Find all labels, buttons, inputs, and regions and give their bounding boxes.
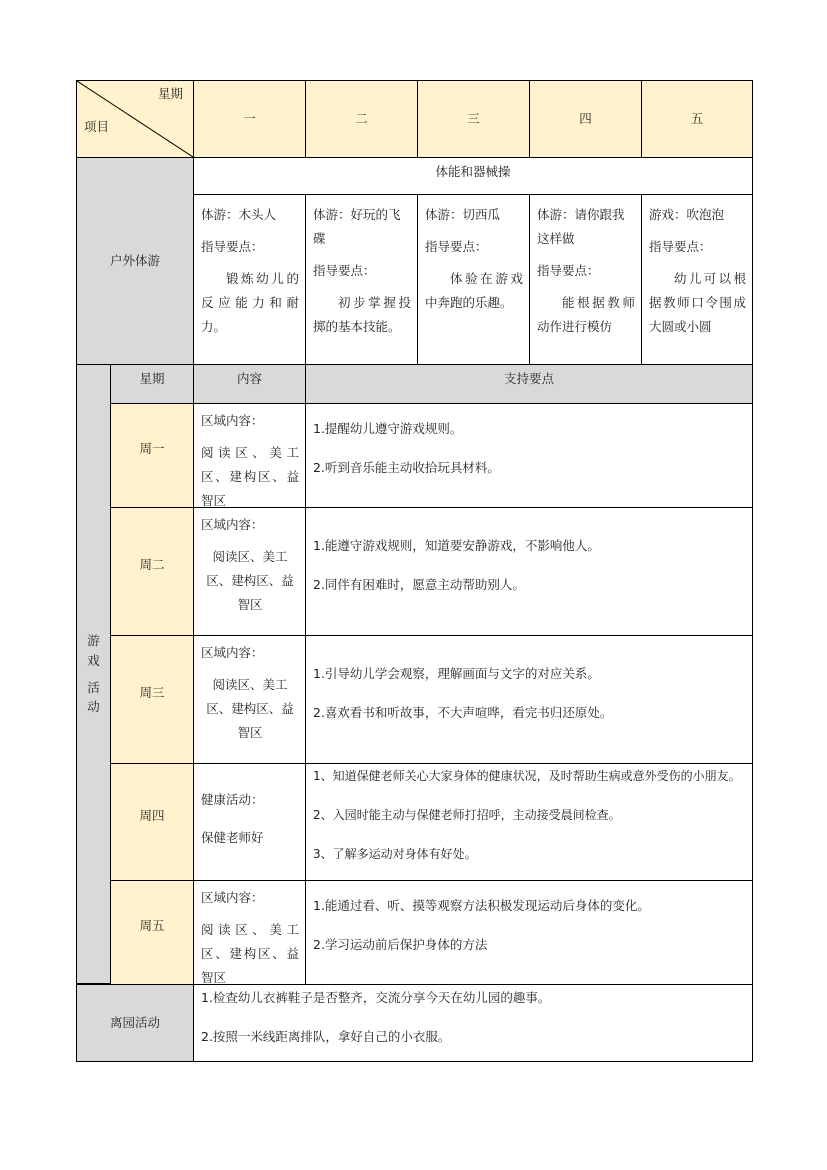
support-cell-mon (305, 403, 753, 508)
games-activity-label (76, 364, 111, 984)
day-header-1: 一 (193, 80, 306, 158)
guide-label: 指导要点： (425, 239, 488, 254)
support-cell-wed (305, 635, 753, 764)
day-header-3: 三 (417, 80, 530, 158)
label-char: 戏 (87, 652, 100, 668)
leave-content (193, 984, 753, 1062)
corner-header-cell (76, 80, 194, 158)
day-cell-tue: 周二 (110, 507, 194, 636)
guide-text: 幼儿可以根据教师口令围成大圆或小圆 (649, 271, 746, 334)
support-point: 1.引导幼儿学会观察，理解画面与文字的对应关系。 (313, 666, 600, 681)
support-point: 3、了解多运动对身体有好处。 (313, 847, 477, 861)
outdoor-theme: 体能和器械操 (193, 157, 753, 195)
day-cell-wed: 周三 (110, 635, 194, 764)
content-text: 阅读区、美工区、建构区、益智区 (201, 922, 299, 985)
content-text: 保健老师好 (201, 830, 264, 845)
content-cell-tue (193, 507, 306, 636)
day-cell-thu: 周四 (110, 763, 194, 881)
col-header-support: 支持要点 (305, 364, 753, 404)
support-point: 1、知道保健老师关心大家身体的健康状况，及时帮助生病或意外受伤的小朋友。 (313, 769, 741, 783)
content-cell-thu (193, 763, 306, 881)
outdoor-game-2 (305, 194, 418, 365)
day-header-4: 四 (529, 80, 642, 158)
outdoor-game-1 (193, 194, 306, 365)
support-point: 2.同伴有困难时，愿意主动帮助别人。 (313, 576, 525, 592)
content-label: 区域内容： (201, 413, 264, 428)
leave-point: 2.按照一米线距离排队，拿好自己的小衣服。 (201, 1028, 451, 1044)
guide-label: 指导要点： (537, 263, 600, 278)
col-header-content: 内容 (193, 364, 306, 404)
content-label: 区域内容： (201, 517, 264, 532)
support-cell-fri (305, 880, 753, 985)
support-point: 1.能通过看、听、摸等观察方法积极发现运动后身体的变化。 (313, 898, 650, 913)
corner-item-label: 项目 (84, 119, 110, 135)
support-cell-tue (305, 507, 753, 636)
col-header-week: 星期 (110, 364, 194, 404)
guide-text: 锻炼幼儿的反应能力和耐力。 (201, 271, 299, 334)
content-label: 区域内容： (201, 645, 264, 660)
outdoor-game-4 (529, 194, 642, 365)
content-text: 阅读区、美工区、建构区、益智区 (201, 445, 299, 508)
content-cell-mon (193, 403, 306, 508)
day-header-2: 二 (305, 80, 418, 158)
support-point: 2、入园时能主动与保健老师打招呼，主动接受晨间检查。 (313, 808, 621, 822)
content-label: 区域内容： (201, 890, 264, 905)
guide-label: 指导要点： (313, 263, 376, 278)
outdoor-game-3 (417, 194, 530, 365)
guide-text: 能根据教师动作进行模仿 (537, 295, 635, 334)
content-cell-wed (193, 635, 306, 764)
day-cell-mon: 周一 (110, 403, 194, 508)
day-cell-fri: 周五 (110, 880, 194, 985)
guide-text: 初步掌握投掷的基本技能。 (313, 295, 411, 334)
day-header-5: 五 (641, 80, 753, 158)
game-title: 体游：请你跟我这样做 (537, 207, 625, 246)
label-char: 游 (87, 633, 100, 649)
content-label: 健康活动： (201, 792, 264, 807)
outdoor-label: 户外体游 (76, 157, 194, 365)
corner-week-label: 星期 (157, 86, 183, 101)
guide-label: 指导要点： (649, 239, 712, 254)
label-char: 活 (87, 680, 100, 695)
outdoor-game-5 (641, 194, 753, 365)
game-title: 游戏：吹泡泡 (649, 207, 725, 222)
guide-label: 指导要点： (201, 239, 264, 254)
support-point: 1.能遵守游戏规则，知道要安静游戏，不影响他人。 (313, 538, 600, 553)
guide-text: 体验在游戏中奔跑的乐趣。 (425, 271, 523, 310)
game-title: 体游：切西瓜 (425, 207, 501, 222)
support-point: 1.提醒幼儿遵守游戏规则。 (313, 421, 463, 436)
support-point: 2.听到音乐能主动收拾玩具材料。 (313, 459, 500, 475)
label-char: 动 (87, 699, 100, 715)
support-cell-thu (305, 763, 753, 881)
content-text: 阅读区、美工区、建构区、益智区 (206, 549, 294, 612)
support-point: 2.喜欢看书和听故事，不大声喧哗，看完书归还原处。 (313, 704, 613, 720)
leave-label: 离园活动 (76, 984, 194, 1062)
support-point: 2.学习运动前后保护身体的方法 (313, 936, 488, 952)
content-text: 阅读区、美工区、建构区、益智区 (206, 677, 294, 740)
game-title: 体游：木头人 (201, 207, 277, 222)
leave-point: 1.检查幼儿衣裤鞋子是否整齐，交流分享今天在幼儿园的趣事。 (201, 990, 551, 1005)
content-cell-fri (193, 880, 306, 985)
game-title: 体游：好玩的飞碟 (313, 207, 401, 246)
